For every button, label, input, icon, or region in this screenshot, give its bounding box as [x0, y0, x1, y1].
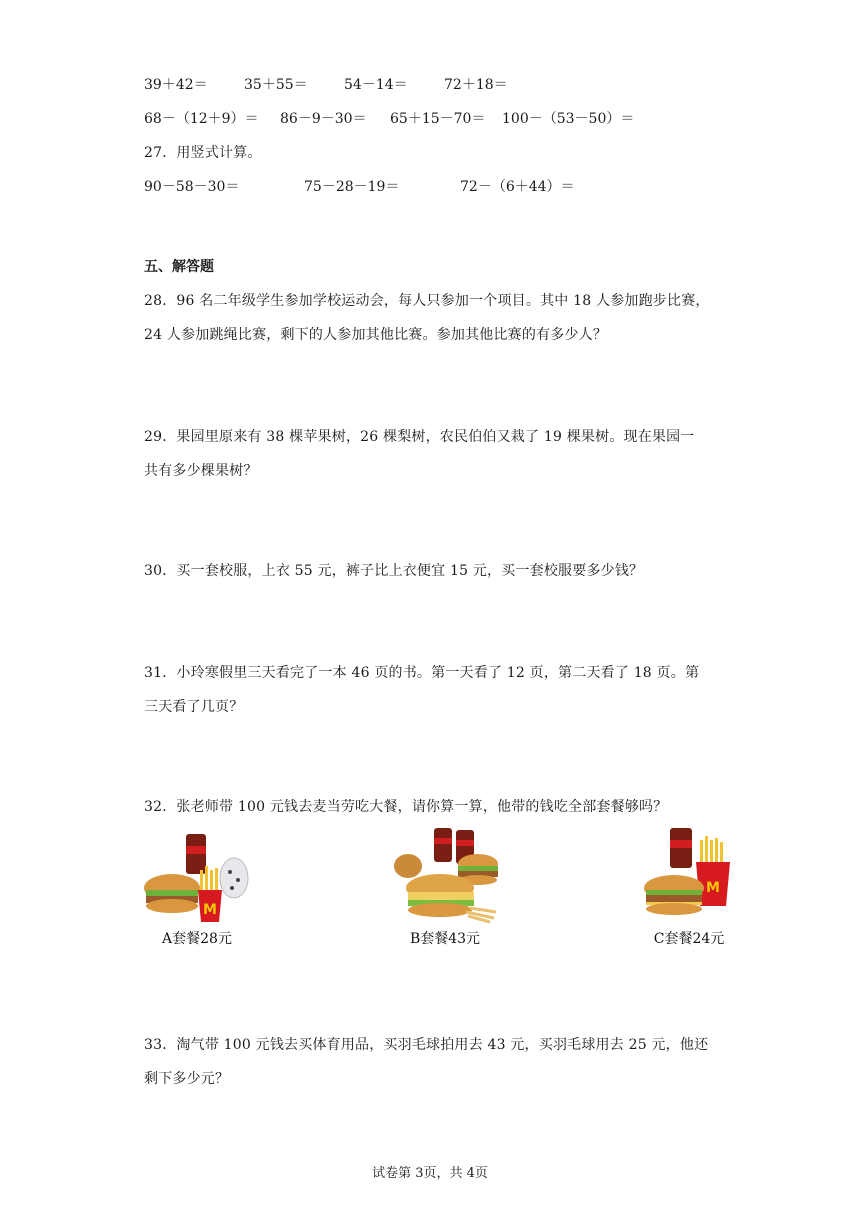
- calc-item: 72－（6＋44）＝: [460, 179, 575, 195]
- calc-item: 54－14＝: [344, 77, 408, 93]
- svg-text:M: M: [706, 880, 720, 896]
- calc-item: 35＋55＝: [244, 77, 308, 93]
- question-30: 30．买一套校服，上衣 55 元，裤子比上衣便宜 15 元，买一套校服要多少钱？: [144, 563, 644, 579]
- question-31-line-2: 三天看了几页？: [144, 699, 244, 715]
- question-33-line-1: 33．淘气带 100 元钱去买体育用品，买羽毛球拍用去 43 元，买羽毛球用去 25 元，他还: [144, 1037, 709, 1053]
- meal-label: C套餐24元: [653, 931, 725, 947]
- meal-c-picture: [634, 826, 744, 951]
- svg-text:M: M: [203, 902, 217, 918]
- question-32: 32．张老师带 100 元钱去麦当劳吃大餐，请你算一算，他带的钱吃全部套餐够吗？: [144, 799, 668, 815]
- page-footer: 试卷第 3页，共 4页: [372, 1166, 488, 1181]
- question-29-line-1: 29．果园里原来有 38 棵苹果树，26 棵梨树，农民伯伯又栽了 19 棵果树。现在果园一: [144, 429, 695, 445]
- question-28-line-2: 24 人参加跳绳比赛，剩下的人参加其他比赛。参加其他比赛的有多少人？: [144, 327, 608, 343]
- calc-item: 39＋42＝: [144, 77, 208, 93]
- calc-item: 86－9－30＝: [280, 111, 367, 127]
- question-33-line-2: 剩下多少元？: [144, 1071, 230, 1087]
- section-title: 五、解答题: [144, 259, 214, 275]
- meal-a-picture: [142, 826, 252, 951]
- calc-item: 90－58－30＝: [144, 179, 240, 195]
- calc-item: 100－（53－50）＝: [502, 111, 635, 127]
- meal-b-picture: [390, 826, 500, 951]
- calc-item: 72＋18＝: [444, 77, 508, 93]
- question-29-line-2: 共有多少棵果树？: [144, 463, 258, 479]
- calc-item: 65＋15－70＝: [390, 111, 486, 127]
- meal-b-illustration: [390, 826, 500, 926]
- meal-c-illustration: [634, 826, 744, 926]
- question-27: 27．用竖式计算。: [144, 145, 262, 161]
- meal-a-illustration: [142, 826, 252, 926]
- question-28-line-1: 28．96 名二年级学生参加学校运动会，每人只参加一个项目。其中 18 人参加跑步比赛，: [144, 293, 710, 309]
- meal-label: A套餐28元: [162, 931, 232, 947]
- meal-label: B套餐43元: [409, 931, 481, 947]
- calc-item: 68－（12＋9）＝: [144, 111, 259, 127]
- calc-item: 75－28－19＝: [304, 179, 400, 195]
- question-31-line-1: 31．小玲寒假里三天看完了一本 46 页的书。第一天看了 12 页，第二天看了 18 页。第: [144, 665, 700, 681]
